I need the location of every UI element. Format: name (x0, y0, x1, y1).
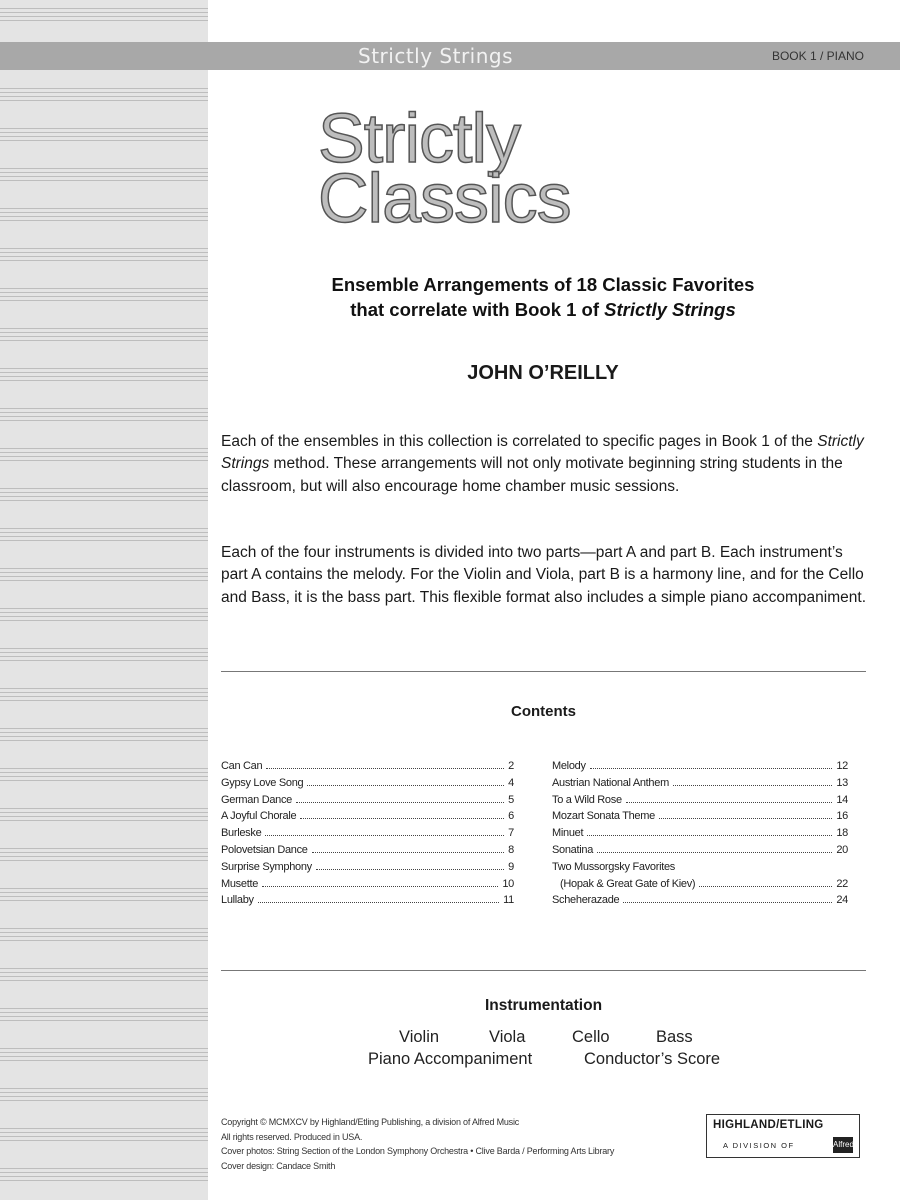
subtitle-line-2-text: that correlate with Book 1 of (350, 299, 605, 320)
contents-entry (552, 861, 848, 878)
publisher-brand: HIGHLAND/ETLING (713, 1119, 824, 1131)
dot-leader (312, 852, 505, 853)
staff-lines (0, 208, 208, 224)
instrument-piano: Piano Accompaniment (368, 1050, 533, 1068)
contents-entry-page: 22 (836, 877, 848, 890)
staff-lines (0, 888, 208, 904)
staff-lines (0, 528, 208, 544)
contents-entry-page: 7 (508, 827, 514, 840)
contents-entry-title: Two Mussorgsky Favorites (552, 860, 676, 873)
divider (221, 970, 866, 971)
series-header-band (0, 42, 900, 70)
contents-entry (552, 844, 848, 861)
instrument-cello: Cello (572, 1028, 610, 1046)
contents-entry (221, 894, 514, 911)
staff-lines (0, 128, 208, 144)
contents-entry-title: Lullaby (221, 894, 254, 907)
contents-entry-page: 16 (836, 810, 848, 823)
staff-lines (0, 688, 208, 704)
staff-lines (0, 488, 208, 504)
dot-leader (597, 852, 832, 853)
staff-lines (0, 288, 208, 304)
divider (221, 671, 866, 672)
contents-entry (221, 844, 514, 861)
contents-entry-title: Sonatina (552, 843, 594, 856)
contents-entry (221, 777, 514, 794)
dot-leader (626, 802, 833, 803)
contents-entry-title: (Hopak & Great Gate of Kiev) (560, 877, 696, 890)
dot-leader (300, 818, 504, 819)
contents-entry-title: Mozart Sonata Theme (552, 810, 655, 823)
instrument-violin: Violin (399, 1028, 440, 1046)
contents-entry-title: Polovetsian Dance (221, 843, 308, 856)
instrument-bass: Bass (656, 1028, 693, 1046)
contents-entry (221, 861, 514, 878)
dot-leader (699, 886, 832, 887)
contents-entry-title: Melody (552, 760, 586, 772)
staff-lines (0, 88, 208, 104)
contents-entry-title: Can Can (221, 760, 263, 772)
contents-entry-page: 14 (836, 793, 848, 806)
publisher-logo (706, 1114, 860, 1158)
dot-leader (659, 818, 832, 819)
page-title (318, 99, 571, 237)
contents-entry-title: German Dance (221, 793, 292, 806)
subtitle-line-1: Ensemble Arrangements of 18 Classic Favorites (331, 274, 755, 295)
dot-leader (623, 902, 832, 903)
contents-entry-page: 5 (508, 793, 514, 806)
contents-entry-page: 8 (508, 843, 514, 856)
contents-entry-page: 2 (508, 760, 514, 772)
intro-p1-prefix: Each of the ensembles in this collection is correlated to specific pages in Book 1 of the (221, 433, 818, 450)
dot-leader (262, 886, 498, 887)
subtitle (210, 272, 876, 322)
contents-entry-title: Austrian National Anthem (552, 776, 669, 789)
title-line-1: Strictly (318, 99, 520, 177)
contents-entry-page: 18 (836, 827, 848, 840)
dot-leader (296, 802, 504, 803)
contents-entry (221, 760, 514, 777)
intro-paragraph-2: Each of the four instruments is divided into two parts—part A and part B. Each instrument’s part A contains the melody. For the Violin and Viola, part B is a harmony line, and for the Cello and Bass, it is the bass part. This flexible format also includes a simple piano accompaniment. (221, 544, 867, 606)
intro-p1-italic: Strictly Strings (221, 433, 864, 473)
contents-entry-title: Gypsy Love Song (221, 776, 304, 789)
staff-lines (0, 928, 208, 944)
publisher-division: A DIVISION OF (723, 1141, 795, 1150)
staff-lines (0, 608, 208, 624)
contents-entry-title: Musette (221, 877, 259, 890)
music-staff-strip (0, 0, 208, 1200)
contents-entry (552, 810, 848, 827)
copyright-credits (221, 1115, 614, 1173)
credit-line: Cover design: Candace Smith (221, 1160, 336, 1171)
staff-lines (0, 1008, 208, 1024)
contents-entry-title: Burleske (221, 827, 262, 840)
staff-lines (0, 8, 208, 24)
staff-lines (0, 808, 208, 824)
subtitle-line-2 (210, 297, 876, 322)
author-name: JOHN O’REILLY (467, 362, 619, 384)
contents-list-left (221, 760, 514, 911)
staff-lines (0, 168, 208, 184)
contents-entry-page: 20 (836, 843, 848, 856)
staff-lines (0, 568, 208, 584)
dot-leader (307, 785, 504, 786)
dot-leader (265, 835, 504, 836)
dot-leader (316, 869, 504, 870)
contents-entry (552, 827, 848, 844)
contents-entry (552, 878, 848, 895)
contents-title: Contents (511, 703, 576, 720)
contents-entry (552, 760, 848, 777)
intro-paragraph-1 (221, 431, 871, 498)
contents-entry-page: 9 (508, 860, 514, 873)
credit-line: All rights reserved. Produced in USA. (221, 1131, 363, 1142)
dot-leader (590, 768, 833, 769)
contents-entry-title: Surprise Symphony (221, 860, 312, 873)
contents-entry (221, 878, 514, 895)
contents-entry-title: Minuet (552, 827, 584, 840)
staff-lines (0, 448, 208, 464)
contents-entry-page: 12 (836, 760, 848, 772)
staff-lines (0, 848, 208, 864)
series-name: Strictly Strings (358, 44, 514, 68)
contents-entry-page: 4 (508, 776, 514, 789)
staff-lines (0, 1088, 208, 1104)
contents-entry (552, 794, 848, 811)
dot-leader (266, 768, 504, 769)
dot-leader (587, 835, 832, 836)
contents-entry-page: 6 (508, 810, 514, 823)
book-label: BOOK 1 / PIANO (771, 49, 864, 63)
staff-lines (0, 1048, 208, 1064)
instrumentation-title: Instrumentation (484, 997, 603, 1014)
credit-line: Cover photos: String Section of the London Symphony Orchestra • Clive Barda / Performing Arts Library (221, 1146, 615, 1156)
contents-entry-page: 10 (502, 877, 514, 890)
contents-entry (552, 894, 848, 911)
contents-entry-title: Scheherazade (552, 894, 620, 907)
staff-lines (0, 248, 208, 264)
credit-line: Copyright © MCMXCV by Highland/Etling Publishing, a division of Alfred Music (221, 1117, 520, 1127)
staff-lines (0, 328, 208, 344)
staff-lines (0, 1128, 208, 1144)
intro-p1-suffix: method. These arrangements will not only motivate beginning string students in the classroom, but will also encourage home chamber music sessions. (221, 455, 843, 495)
instrument-conductor-score: Conductor’s Score (584, 1050, 721, 1068)
contents-entry-page: 11 (503, 894, 514, 907)
staff-lines (0, 968, 208, 984)
staff-lines (0, 768, 208, 784)
subtitle-line-2-italic: Strictly Strings (604, 299, 736, 320)
contents-entry-page: 13 (836, 776, 848, 789)
contents-entry (552, 777, 848, 794)
contents-entry-page: 24 (836, 894, 848, 907)
contents-entry (221, 794, 514, 811)
staff-lines (0, 368, 208, 384)
contents-list-right (552, 760, 848, 911)
staff-lines (0, 1168, 208, 1184)
contents-entry-title: To a Wild Rose (552, 793, 622, 806)
contents-entry-title: A Joyful Chorale (221, 810, 297, 823)
staff-lines (0, 648, 208, 664)
dot-leader (258, 902, 499, 903)
dot-leader (673, 785, 832, 786)
alfred-logo-icon: Alfred (833, 1137, 853, 1153)
instrument-viola: Viola (489, 1028, 526, 1046)
title-line-2: Classics (318, 159, 571, 237)
contents-entry (221, 827, 514, 844)
contents-entry (221, 810, 514, 827)
staff-lines (0, 728, 208, 744)
staff-lines (0, 408, 208, 424)
